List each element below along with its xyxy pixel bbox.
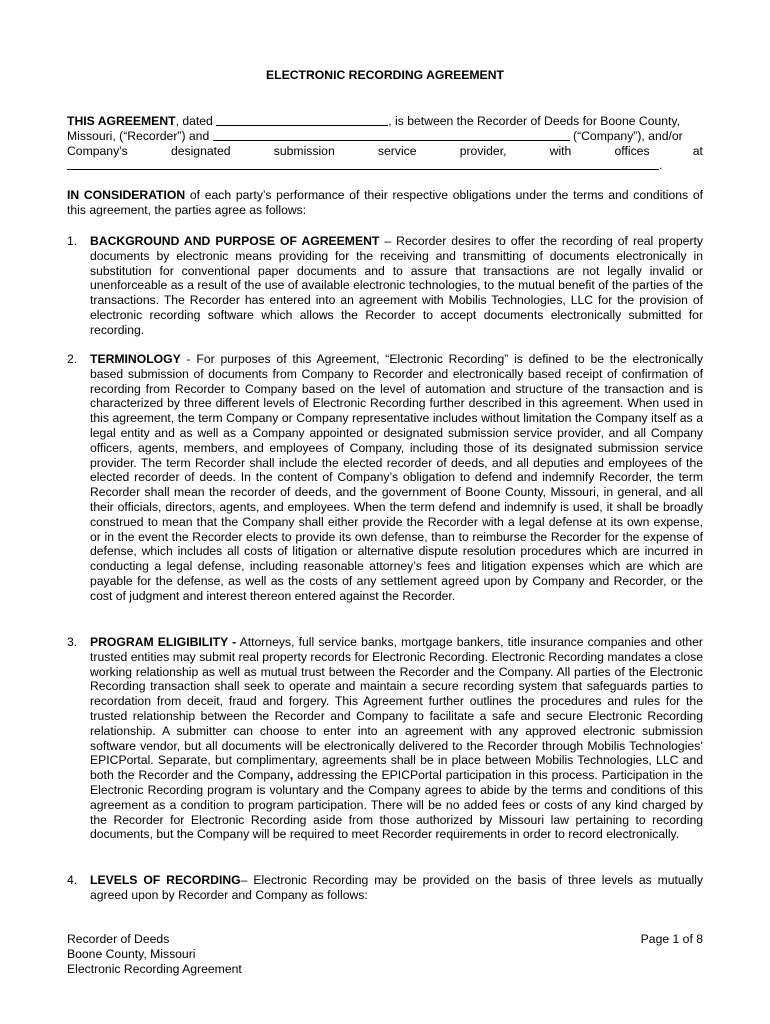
intro-end: . [659,158,663,173]
section-3 [67,635,703,842]
intro-word: offices [614,143,650,158]
intro-recorder: Missouri, (“Recorder”) and [67,128,210,143]
intro-word: designated [170,143,231,158]
page-number: Page 1 of 8 [640,932,703,946]
section-number: 4. [67,873,78,887]
section-heading: LEVELS OF RECORDING [90,873,241,887]
footer-line: Electronic Recording Agreement [67,962,242,976]
section-text: - For purposes of this Agreement, “Electronic Recording” is defined to be the electronically based submission of documents from Company to Recorder and electronically based receipt of confirmation of recording from Recorder to Company based on the level of automation and structure of the transaction and is characterized by three different levels of Electronic Recording further described in this agreement. When used in this agreement, the term Company or Company representative includes without limitation the Company itself as a legal entity and as well as a Company appointed or designated submission service provider, and all Company officers, agents, members, and employees of Company, including those of its designated submission service provider. The term Recorder shall include the elected recorder of deeds, and all deputies and employees of the elected recorder of deeds. In the content of Company’s obligation to defend and indemnify Recorder, the term Recorder shall mean the recorder of deeds, and the government of Boone County, Missouri, in general, and all their officials, directors, agents, and employees. When the term defend and indemnify is used, it shall be broadly construed to mean that the Company shall either provide the Recorder with a legal defense at its own expense, or in the event the Recorder elects to provide its own defense, than to reimburse the Recorder for the expense of defense, which includes all costs of litigation or alternative dispute resolution procedures which are incurred in conducting a legal defense, including reasonable attorney’s fees and litigation expenses which are which are payable for the defense, as well as the costs of any settlement agreed upon by Company and Recorder, or the cost of judgment and interest thereon entered against the Recorder. [90,352,703,603]
intro-paragraph [67,114,703,173]
section-heading: BACKGROUND AND PURPOSE OF AGREEMENT [90,234,380,248]
footer-left [67,932,242,977]
intro-line-3 [67,144,703,159]
intro-word: Company’s [67,143,128,158]
intro-line-2 [67,129,703,144]
intro-company: (“Company”), and/or [573,128,683,143]
section-body [90,635,703,842]
intro-between: , is between the Recorder of Deeds for Boone County, [388,114,680,128]
footer-line: Recorder of Deeds [67,932,170,946]
section-1 [67,234,703,338]
company-blank [213,129,570,141]
section-2 [67,352,703,604]
section-heading: PROGRAM ELIGIBILITY - [90,635,237,649]
section-text: Attorneys, full service banks, mortgage bankers, title insurance companies and other trusted entities may submit real property records for Electronic Recording. Electronic Recording mandates a close working relationship as well as mutual trust between the Recorder and the Company. All parties of the Electronic Recording transaction shall seek to operate and maintain a secure recording system that safeguards parties to recordation from deceit, fraud and forgery. This Agreement further outlines the procedures and rules for the trusted relationship between the Recorder and Company to facilitate a safe and secure Electronic Recording relationship. A submitter can choose to enter into an agreement with any approved electronic submission software vendor, but all documents will be electronically delivered to the Recorder through Mobilis Technologies’ EPICPortal. Separate, but complimentary, agreements shall be in place between Mobilis Technologies, LLC and both the Recorder and the Company [90,635,703,783]
intro-dated: , dated [175,114,213,128]
document-title: ELECTRONIC RECORDING AGREEMENT [266,68,504,82]
section-body [90,352,703,604]
intro-word: service [377,143,417,158]
section-4 [67,873,703,903]
section-text: – Electronic Recording may be provided on the basis of three levels as mutually agreed upon by Recorder and Company as follows: [90,873,703,902]
section-text: addressing the EPICPortal participation in this process. Participation in the Electronic Recording program is voluntary and the Company agrees to abide by the terms and conditions of this agreement as a condition to program participation. There will be no added fees or costs of any kind charged by the Recorder for Electronic Recording aside from those authorized by Missouri law pertaining to recording documents, but the Company will be required to meet Recorder requirements in order to record electronically. [90,768,703,842]
intro-word: provider, [459,143,507,158]
section-heading: TERMINOLOGY [90,352,181,366]
consideration-paragraph [67,188,703,218]
intro-lead: THIS AGREEMENT [67,114,176,128]
date-blank [216,114,388,126]
section-number: 2. [67,352,78,366]
section-number: 3. [67,635,78,649]
section-number: 1. [67,234,78,248]
consideration-text: of each party’s performance of their respective obligations under the terms and conditions of this agreement, the parties agree as follows: [67,188,703,217]
offices-blank [67,158,659,170]
footer-line: Boone County, Missouri [67,947,196,961]
intro-line-4 [67,158,703,173]
consideration-lead: IN CONSIDERATION [67,188,186,202]
intro-word: with [549,143,572,158]
section-body [90,234,703,338]
section-comma: , [289,768,294,783]
section-body [90,873,703,903]
intro-word: submission [273,143,335,158]
intro-word: at [692,143,703,158]
intro-line-1 [67,114,703,129]
section-text: – Recorder desires to offer the recording of real property documents by electronic means providing for the receiving and transmitting of documents electronically in substitution for conventional paper documents and to assure that transactions are not legally invalid or unenforceable as a result of the use of available electronic technologies, to the mutual benefit of the parties of the transactions. The Recorder has entered into an agreement with Mobilis Technologies, LLC for the provision of electronic recording software which allows the Recorder to accept documents electronically submitted for recording. [90,234,703,337]
